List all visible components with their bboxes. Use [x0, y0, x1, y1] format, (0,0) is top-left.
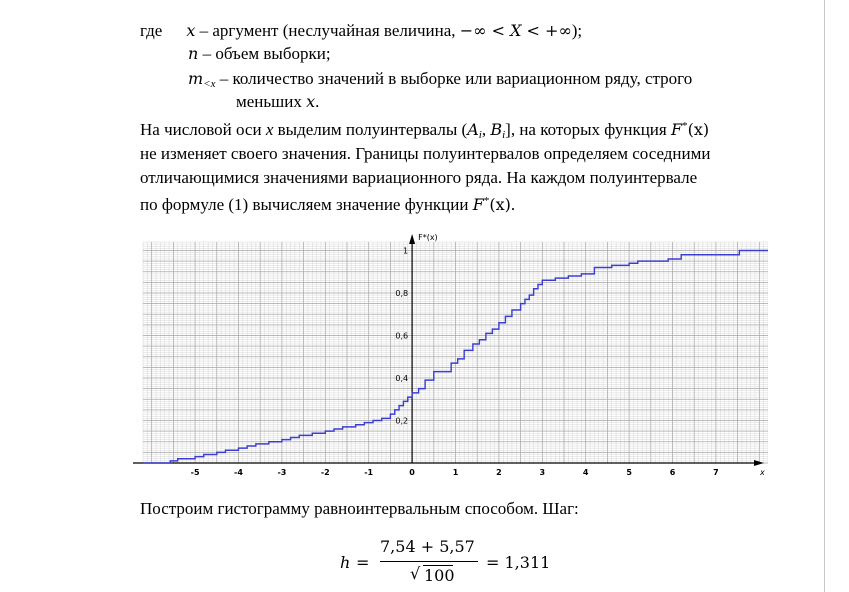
formula-numerator: 7,54 + 5,57	[380, 537, 475, 556]
para4-star: *	[483, 195, 490, 207]
para4-text: по формуле (1) вычисляем значение функции	[140, 195, 473, 214]
empirical-cdf-chart	[129, 231, 768, 477]
definition-line-n	[188, 43, 331, 65]
para1-B: B	[490, 120, 503, 139]
y-tick-label: 0,2	[395, 416, 409, 426]
fraction-bar	[380, 561, 478, 562]
var-x-2: x	[306, 92, 316, 111]
para1-text-b: выделим полуинтервалы (	[273, 120, 468, 139]
para1-text-a: На числовой оси	[140, 120, 266, 139]
para1-comma: ,	[481, 120, 491, 139]
definition-line-x	[140, 20, 582, 42]
paragraph-line-3: отличающимися значениями вариационного ряда. На каждом полуинтервале	[140, 168, 698, 187]
para4-end: .	[510, 195, 516, 214]
formula-denominator: 100	[424, 566, 455, 585]
definition-n-text: – объем выборки;	[198, 44, 331, 63]
where-word: где	[140, 21, 163, 40]
paragraph-line-2: не изменяет своего значения. Границы полуинтервалов определяем соседними	[140, 144, 711, 163]
formula-sqrt-sign: √	[410, 564, 421, 583]
var-m-subscript: <x	[203, 78, 216, 90]
formula-eq: =	[356, 553, 370, 572]
para1-text-d: ], на которых функция	[505, 120, 671, 139]
y-axis-arrow	[409, 234, 415, 244]
para1-A-sub: i	[478, 129, 482, 141]
y-tick-label: 0,6	[395, 331, 409, 341]
definition-m-text-cont: меньших	[236, 92, 307, 111]
x-tick-label: -4	[234, 468, 243, 477]
y-tick-label: 0,4	[395, 374, 409, 383]
definition-x-text: – аргумент (неслучайная величина,	[195, 21, 460, 40]
x-axis-label: x	[760, 468, 765, 477]
x-tick-label: 5	[626, 468, 632, 477]
para1-A: A	[467, 120, 479, 139]
y-tick-label: 0,8	[395, 289, 409, 298]
var-x: x	[186, 21, 196, 40]
x-tick-label: 0	[409, 468, 415, 477]
definition-line-m-cont	[236, 91, 319, 113]
para1-x: x	[265, 120, 274, 139]
para1-F: F	[670, 120, 683, 139]
paragraph-line-4	[140, 190, 515, 216]
x-tick-label: 6	[669, 468, 676, 477]
definition-m-end: .	[315, 92, 320, 111]
var-m: m	[188, 69, 204, 88]
y-axis-label: F*(x)	[418, 233, 438, 242]
var-n: n	[188, 44, 199, 63]
para4-fx: (x)	[489, 195, 511, 214]
x-tick-label: -2	[320, 468, 330, 477]
x-tick-label: 3	[539, 468, 546, 477]
x-tick-label: 2	[496, 468, 502, 477]
y-tick-label: 1	[403, 246, 409, 256]
para1-fx: (x)	[687, 120, 710, 139]
definition-x-end: );	[571, 21, 583, 40]
x-tick-label: -1	[364, 468, 374, 477]
x-tick-label: -5	[190, 468, 200, 477]
para1-star: *	[682, 120, 688, 132]
formula-result: = 1,311	[486, 553, 551, 572]
x-tick-label: 4	[582, 468, 589, 477]
formula-lhs: h	[340, 553, 351, 572]
page-edge	[824, 0, 825, 592]
x-tick-label: 7	[713, 468, 719, 477]
x-tick-label: -3	[277, 468, 287, 477]
x-tick-label: 1	[452, 468, 459, 477]
definition-m-text: – количество значений в выборке или вариационном ряду, строго	[215, 69, 693, 88]
range-math: −∞ < X < +∞	[459, 21, 572, 40]
paragraph-line-1	[140, 115, 709, 146]
histogram-intro: Построим гистограмму равноинтервальным способом. Шаг:	[140, 499, 579, 518]
para1-B-sub: i	[502, 129, 506, 141]
para4-F: F	[472, 195, 484, 214]
